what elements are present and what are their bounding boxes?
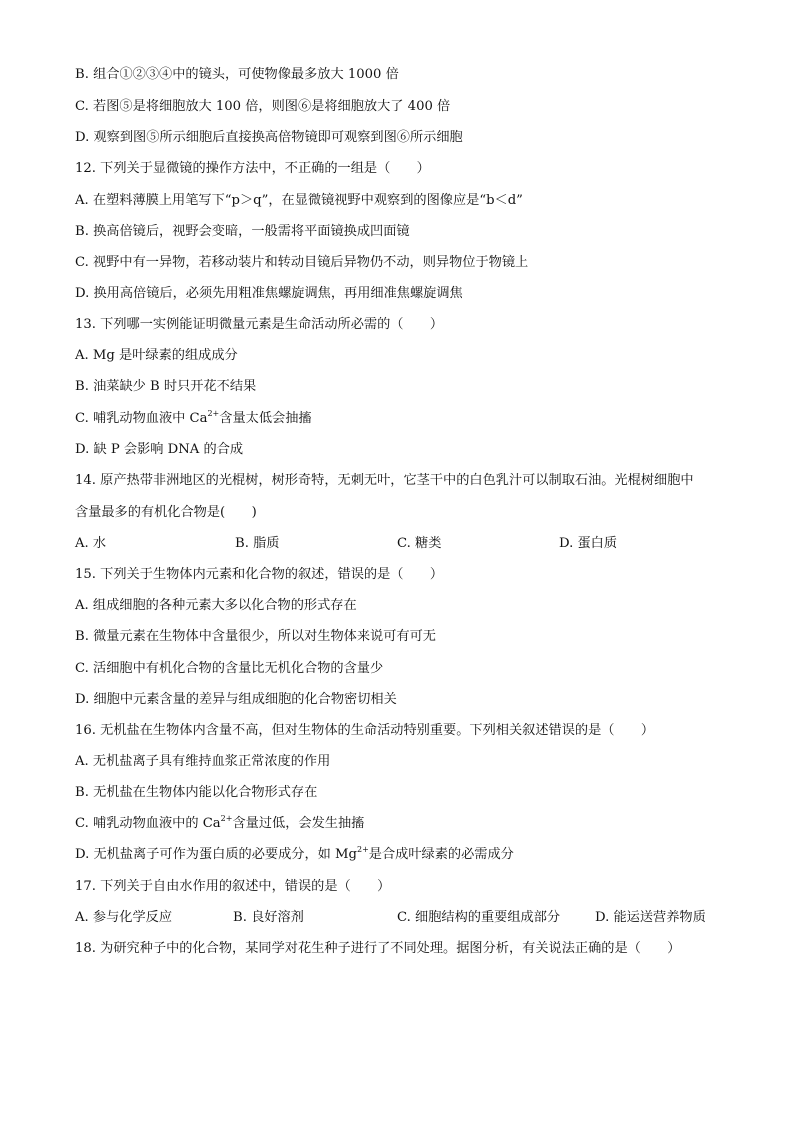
option-14b: B. 脂质 [235,536,280,551]
question-16-stem: 16. 无机盐在生物体内含量不高，但对生物体的生命活动特别重要。下列相关叙述错误的是（ ） [75,723,655,738]
question-15-stem: 15. 下列关于生物体内元素和化合物的叙述，错误的是（ ） [75,567,444,582]
option-16d-post: 是合成叶绿素的必需成分 [368,847,514,862]
option-17b: B. 良好溶剂 [233,910,304,925]
option-13c [75,410,734,428]
option-17c: C. 细胞结构的重要组成部分 [397,910,561,925]
question-12-stem: 12. 下列关于显微镜的操作方法中，不正确的一组是（ ） [75,161,430,176]
option-15d: D. 细胞中元素含量的差异与组成细胞的化合物密切相关 [75,692,397,707]
option-16d-pre: D. 无机盐离子可作为蛋白质的必要成分，如 Mg [75,847,357,862]
option-13c-pre: C. 哺乳动物血液中 Ca [75,411,208,426]
option-12a: A. 在塑料薄膜上用笔写下“p＞q”，在显微镜视野中观察到的图像应是“b＜d” [75,193,523,208]
option-12d: D. 换用高倍镜后，必须先用粗准焦螺旋调焦，再用细准焦螺旋调焦 [75,286,463,301]
question-17-stem: 17. 下列关于自由水作用的叙述中，错误的是（ ） [75,879,391,894]
option-15a: A. 组成细胞的各种元素大多以化合物的形式存在 [75,598,357,613]
option-13d: D. 缺 P 会影响 DNA 的合成 [75,442,244,457]
option-12c: C. 视野中有一异物，若移动装片和转动目镜后异物仍不动，则异物位于物镜上 [75,255,529,270]
option-16d [75,846,734,864]
option-17d: D. 能运送营养物质 [595,910,706,925]
option-15b: B. 微量元素在生物体中含量很少，所以对生物体来说可有可无 [75,629,436,644]
question-13-stem: 13. 下列哪一实例能证明微量元素是生命活动所必需的（ ） [75,317,444,332]
option-11b: B. 组合①②③④中的镜头，可使物像最多放大 1000 倍 [75,67,399,82]
option-13c-post: 含量太低会抽搐 [219,411,312,426]
question-14-stem: 14. 原产热带非洲地区的光棍树，树形奇特，无刺无叶，它茎干中的白色乳汁可以制取石油。光棍树细胞中 [75,473,694,488]
option-11d: D. 观察到图⑤所示细胞后直接换高倍物镜即可观察到图⑥所示细胞 [75,130,463,145]
option-16c [75,815,734,833]
option-16c-pre: C. 哺乳动物血液中的 Ca [75,816,221,831]
question-14-stem-cont: 含量最多的有机化合物是( ) [75,505,257,520]
option-17a: A. 参与化学反应 [75,910,173,925]
option-14c: C. 糖类 [397,536,442,551]
option-11c: C. 若图⑤是将细胞放大 100 倍，则图⑥是将细胞放大了 400 倍 [75,99,451,114]
option-13a: A. Mg 是叶绿素的组成成分 [75,348,238,363]
option-16d-sup: 2+ [357,845,369,854]
option-15c: C. 活细胞中有机化合物的含量比无机化合物的含量少 [75,661,384,676]
option-13b: B. 油菜缺少 B 时只开花不结果 [75,379,257,394]
option-16c-post: 含量过低，会发生抽搐 [232,816,365,831]
option-12b: B. 换高倍镜后，视野会变暗，一般需将平面镜换成凹面镜 [75,224,410,239]
option-16a: A. 无机盐离子具有维持血浆正常浓度的作用 [75,754,331,769]
option-13c-sup: 2+ [207,409,220,418]
option-14a: A. 水 [75,536,107,551]
question-18-stem: 18. 为研究种子中的化合物，某同学对花生种子进行了不同处理。据图分析，有关说法正确的是（ ） [75,941,681,956]
option-14d: D. 蛋白质 [559,536,618,551]
option-16b: B. 无机盐在生物体内能以化合物形式存在 [75,785,318,800]
option-16c-sup: 2+ [220,814,233,823]
